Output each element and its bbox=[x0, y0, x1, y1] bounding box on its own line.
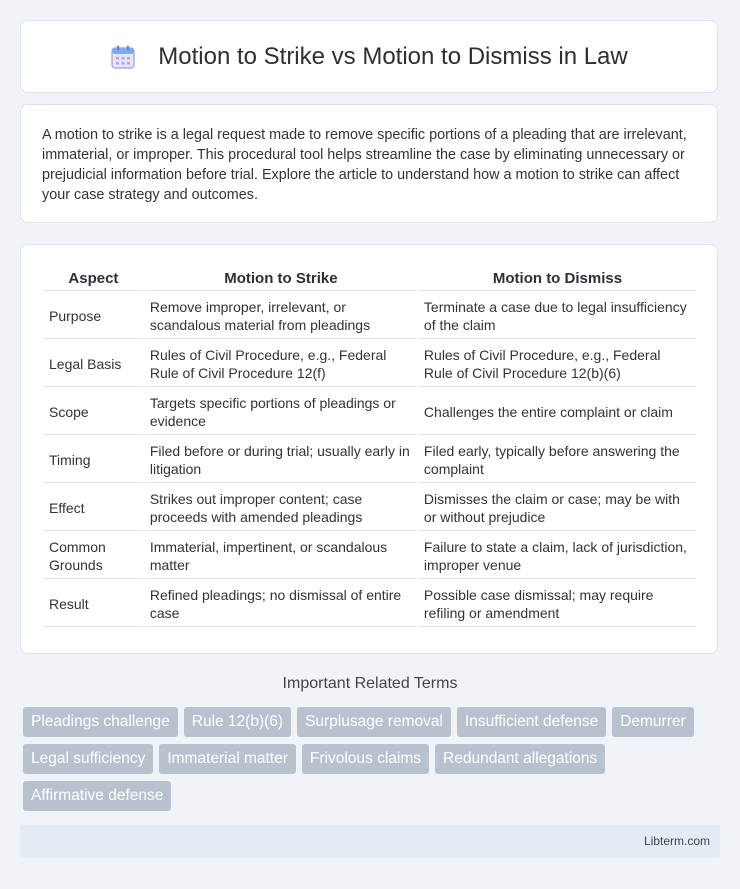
table-row bbox=[44, 485, 696, 531]
header-motion-to-strike: Motion to Strike bbox=[145, 266, 417, 291]
comparison-table bbox=[42, 264, 698, 629]
dismiss-cell: Rules of Civil Procedure, e.g., Federal Rule of Civil Procedure 12(b)(6) bbox=[419, 341, 696, 387]
strike-cell: Rules of Civil Procedure, e.g., Federal Rule of Civil Procedure 12(f) bbox=[145, 341, 417, 387]
strike-cell: Targets specific portions of pleadings or evidence bbox=[145, 389, 417, 435]
title-card bbox=[20, 20, 718, 93]
table-row bbox=[44, 581, 696, 627]
strike-cell: Strikes out improper content; case proceeds with amended pleadings bbox=[145, 485, 417, 531]
row-label: Effect bbox=[44, 485, 143, 531]
dismiss-cell: Possible case dismissal; may require refiling or amendment bbox=[419, 581, 696, 627]
comparison-card bbox=[20, 244, 718, 654]
tag-insufficient-defense[interactable]: Insufficient defense bbox=[457, 707, 606, 737]
dismiss-cell: Filed early, typically before answering the complaint bbox=[419, 437, 696, 483]
row-label: Scope bbox=[44, 389, 143, 435]
table-row bbox=[44, 341, 696, 387]
tag-pleadings-challenge[interactable]: Pleadings challenge bbox=[23, 707, 178, 737]
footer bbox=[20, 825, 720, 858]
strike-cell: Refined pleadings; no dismissal of entire case bbox=[145, 581, 417, 627]
dismiss-cell: Terminate a case due to legal insufficiency of the claim bbox=[419, 293, 696, 339]
row-label: Purpose bbox=[44, 293, 143, 339]
related-terms-list bbox=[23, 707, 723, 811]
table-header-row bbox=[44, 266, 696, 291]
strike-cell: Filed before or during trial; usually early in litigation bbox=[145, 437, 417, 483]
header-motion-to-dismiss: Motion to Dismiss bbox=[419, 266, 696, 291]
strike-cell: Immaterial, impertinent, or scandalous matter bbox=[145, 533, 417, 579]
footer-site-link[interactable]: Libterm.com bbox=[643, 834, 710, 848]
tag-frivolous-claims[interactable]: Frivolous claims bbox=[302, 744, 429, 774]
row-label: Timing bbox=[44, 437, 143, 483]
table-row bbox=[44, 437, 696, 483]
tag-rule-12b6[interactable]: Rule 12(b)(6) bbox=[184, 707, 291, 737]
tag-demurrer[interactable]: Demurrer bbox=[612, 707, 693, 737]
dismiss-cell: Failure to state a claim, lack of jurisdiction, improper venue bbox=[419, 533, 696, 579]
table-row bbox=[44, 533, 696, 579]
tag-affirmative-defense[interactable]: Affirmative defense bbox=[23, 781, 171, 811]
row-label: Legal Basis bbox=[44, 341, 143, 387]
related-terms-title: Important Related Terms bbox=[282, 675, 458, 692]
dismiss-cell: Dismisses the claim or case; may be with or without prejudice bbox=[419, 485, 696, 531]
header-aspect: Aspect bbox=[44, 266, 143, 291]
row-label: Result bbox=[44, 581, 143, 627]
row-label: Common Grounds bbox=[44, 533, 143, 579]
calendar-icon bbox=[110, 44, 136, 70]
table-row bbox=[44, 389, 696, 435]
page-title: Motion to Strike vs Motion to Dismiss in Law bbox=[158, 42, 628, 70]
tag-legal-sufficiency[interactable]: Legal sufficiency bbox=[23, 744, 153, 774]
intro-text: A motion to strike is a legal request made to remove specific portions of a pleading that are irrelevant, immaterial, or improper. This procedural tool helps streamline the case by eliminating unnecessary or prejudicial information before trial. Explore the article to understand how a motion to strike can affect your case strategy and outcomes. bbox=[42, 127, 687, 203]
intro-card bbox=[20, 104, 718, 223]
table-row bbox=[44, 293, 696, 339]
tag-redundant-allegations[interactable]: Redundant allegations bbox=[435, 744, 605, 774]
strike-cell: Remove improper, irrelevant, or scandalous material from pleadings bbox=[145, 293, 417, 339]
tag-surplusage-removal[interactable]: Surplusage removal bbox=[297, 707, 451, 737]
tag-immaterial-matter[interactable]: Immaterial matter bbox=[159, 744, 296, 774]
dismiss-cell: Challenges the entire complaint or claim bbox=[419, 389, 696, 435]
